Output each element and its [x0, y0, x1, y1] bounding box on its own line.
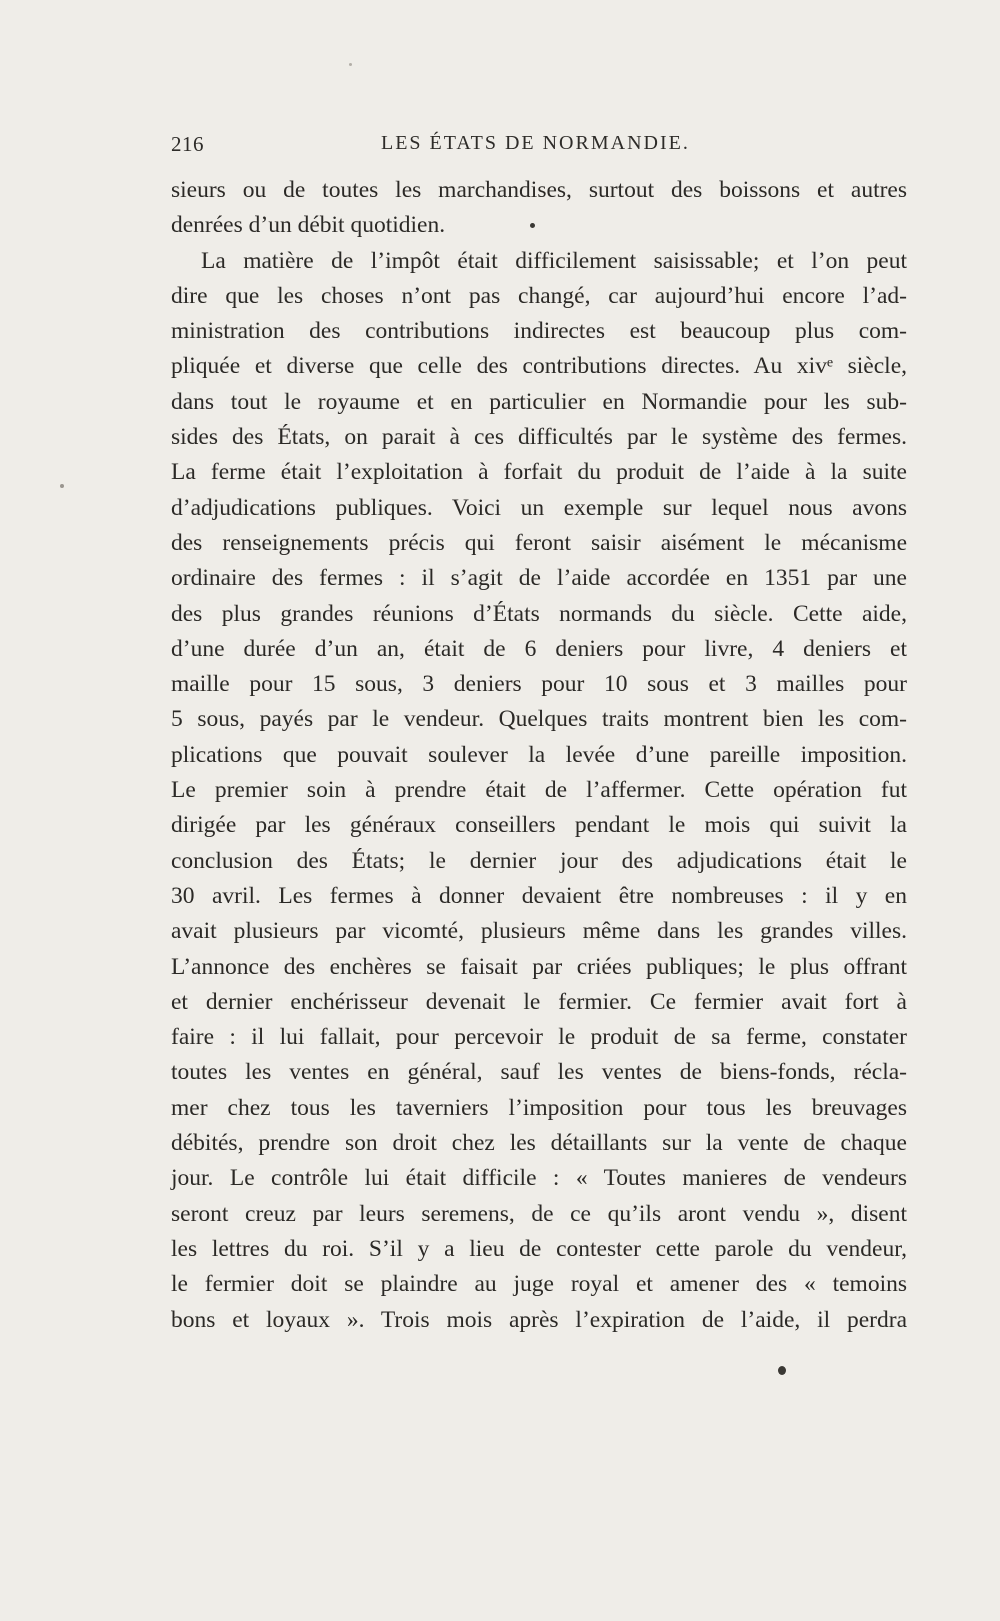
text-line: bons et loyaux ». Trois mois après l’expiration de l’aide, il perdra [171, 1306, 907, 1333]
text-line: pliquée et diverse que celle des contributions directes. Au xivᵉ siècle, [171, 353, 907, 380]
text-line: plications que pouvait soulever la levée d’une pareille imposition. [171, 741, 907, 768]
text-line: et dernier enchérisseur devenait le fermier. Ce fermier avait fort à [171, 988, 907, 1015]
text-line: sieurs ou de toutes les marchandises, surtout des boissons et autres [171, 177, 907, 203]
ink-speck [778, 1366, 786, 1375]
text-line: débités, prendre son droit chez les détaillants sur la vente de chaque [171, 1130, 907, 1157]
text-line: avait plusieurs par vicomté, plusieurs même dans les grandes villes. [171, 918, 907, 945]
text-line: mer chez tous les taverniers l’imposition pour tous les breuvages [171, 1094, 907, 1121]
text-line: 5 sous, payés par le vendeur. Quelques traits montrent bien les com- [171, 706, 907, 733]
text-line: dirigée par les généraux conseillers pendant le mois qui suivit la [171, 812, 907, 839]
text-line: toutes les ventes en général, sauf les ventes de biens-fonds, récla- [171, 1059, 907, 1086]
text-line: conclusion des États; le dernier jour des adjudications était le [171, 847, 907, 874]
text-line: dans tout le royaume et en particulier en Normandie pour les sub- [171, 388, 907, 415]
ink-speck [60, 484, 64, 488]
running-title: LES ÉTATS DE NORMANDIE. [381, 132, 690, 154]
text-line: d’adjudications publiques. Voici un exemple sur lequel nous avons [171, 494, 907, 521]
text-line: dire que les choses n’ont pas changé, car aujourd’hui encore l’ad- [171, 282, 907, 309]
text-line: Le premier soin à prendre était de l’affermer. Cette opération fut [171, 777, 907, 804]
text-line: denrées d’un débit quotidien. [171, 212, 446, 239]
page-header [171, 128, 906, 162]
page-number: 216 [171, 132, 204, 156]
text-line: La matière de l’impôt était difficilement saisissable; et l’on peut [201, 247, 907, 274]
text-line: ministration des contributions indirectes est beaucoup plus com- [171, 318, 907, 345]
text-line: d’une durée d’un an, était de 6 deniers pour livre, 4 deniers et [171, 635, 907, 662]
text-line: seront creuz par leurs seremens, de ce qu’ils aront vendu », disent [171, 1200, 907, 1227]
text-line: L’annonce des enchères se faisait par criées publiques; le plus offrant [171, 953, 907, 980]
ink-speck [530, 223, 535, 228]
text-line: jour. Le contrôle lui était difficile : « Toutes manieres de vendeurs [171, 1165, 907, 1192]
text-line: ordinaire des fermes : il s’agit de l’aide accordée en 1351 par une [171, 565, 907, 592]
text-line: des plus grandes réunions d’États normands du siècle. Cette aide, [171, 600, 907, 627]
text-line: 30 avril. Les fermes à donner devaient être nombreuses : il y en [171, 882, 907, 909]
text-line: les lettres du roi. S’il y a lieu de contester cette parole du vendeur, [171, 1235, 907, 1262]
body-text [171, 173, 907, 1338]
text-line: faire : il lui fallait, pour percevoir le produit de sa ferme, constater [171, 1024, 907, 1051]
text-line: La ferme était l’exploitation à forfait du produit de l’aide à la suite [171, 459, 907, 486]
text-line: maille pour 15 sous, 3 deniers pour 10 sous et 3 mailles pour [171, 671, 907, 698]
text-line: le fermier doit se plaindre au juge royal et amener des « temoins [171, 1271, 907, 1298]
ink-speck [349, 63, 352, 66]
text-line: sides des États, on parait à ces difficultés par le système des fermes. [171, 424, 907, 451]
text-line: des renseignements précis qui feront saisir aisément le mécanisme [171, 529, 907, 556]
